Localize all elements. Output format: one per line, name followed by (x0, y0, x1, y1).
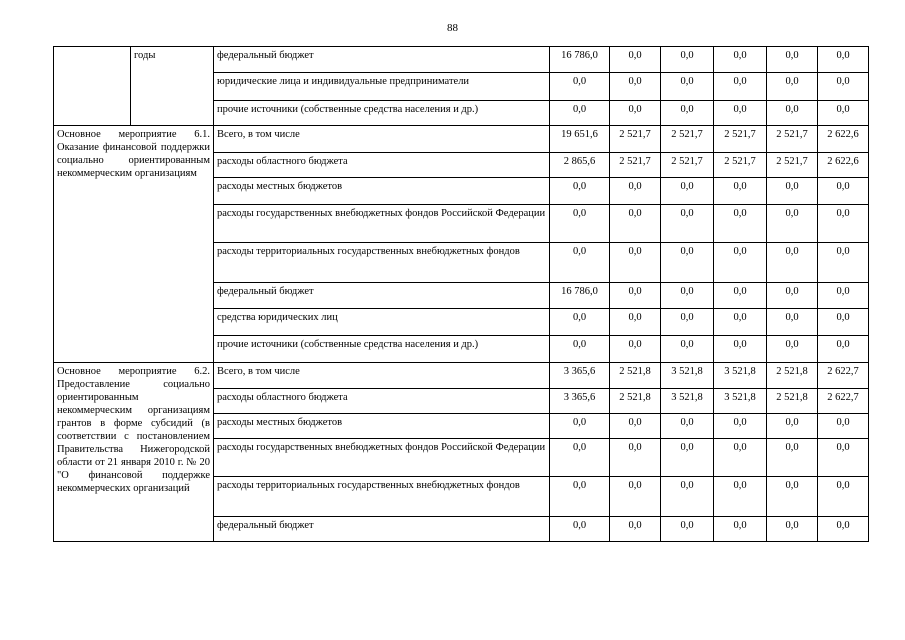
value-cell: 0,0 (610, 101, 661, 126)
table-row (54, 47, 869, 73)
page-number: 88 (447, 22, 458, 34)
value-cell: 0,0 (550, 205, 610, 243)
value-cell: 0,0 (550, 336, 610, 363)
value-cell: 2 521,7 (714, 126, 767, 153)
value-cell: 2 622,6 (818, 126, 869, 153)
value-cell: 2 521,7 (714, 153, 767, 178)
value-cell: 0,0 (610, 178, 661, 205)
value-cell: 2 521,7 (767, 126, 818, 153)
value-cell: 0,0 (714, 243, 767, 283)
value-cell: 0,0 (550, 477, 610, 517)
value-cell: 0,0 (818, 477, 869, 517)
value-cell: 0,0 (714, 73, 767, 101)
value-cell: 0,0 (661, 178, 714, 205)
value-cell: 0,0 (714, 101, 767, 126)
value-cell: 0,0 (610, 283, 661, 309)
value-cell: 0,0 (767, 178, 818, 205)
value-cell: 0,0 (767, 205, 818, 243)
value-cell: 0,0 (610, 73, 661, 101)
value-cell: 0,0 (714, 517, 767, 542)
value-cell: 0,0 (818, 439, 869, 477)
value-cell: 0,0 (714, 477, 767, 517)
value-cell: 0,0 (661, 73, 714, 101)
value-cell: 0,0 (714, 205, 767, 243)
value-cell: 0,0 (767, 517, 818, 542)
value-cell: 0,0 (767, 243, 818, 283)
funding-source: Всего, в том числе (214, 126, 550, 153)
value-cell: 0,0 (661, 101, 714, 126)
value-cell: 0,0 (818, 73, 869, 101)
value-cell: 2 521,7 (661, 153, 714, 178)
value-cell: 0,0 (610, 439, 661, 477)
value-cell: 0,0 (610, 243, 661, 283)
value-cell: 0,0 (661, 309, 714, 336)
budget-table-body (54, 47, 869, 542)
value-cell: 0,0 (661, 283, 714, 309)
value-cell: 0,0 (610, 309, 661, 336)
value-cell: 3 521,8 (661, 363, 714, 389)
value-cell: 16 786,0 (550, 47, 610, 73)
period-cell: годы (131, 47, 214, 126)
value-cell: 0,0 (550, 101, 610, 126)
value-cell: 0,0 (767, 309, 818, 336)
value-cell: 2 865,6 (550, 153, 610, 178)
value-cell: 0,0 (818, 309, 869, 336)
funding-source: расходы территориальных государственных внебюджетных фондов (214, 477, 550, 517)
value-cell: 0,0 (661, 414, 714, 439)
value-cell: 0,0 (714, 283, 767, 309)
funding-source: средства юридических лиц (214, 309, 550, 336)
value-cell: 2 521,8 (767, 389, 818, 414)
value-cell: 0,0 (610, 336, 661, 363)
value-cell: 0,0 (610, 205, 661, 243)
value-cell: 0,0 (818, 178, 869, 205)
value-cell: 2 622,6 (818, 153, 869, 178)
value-cell: 16 786,0 (550, 283, 610, 309)
value-cell: 0,0 (818, 205, 869, 243)
budget-table (53, 46, 869, 542)
activity-title: Основное мероприятие 6.1. Оказание финансовой поддержки социально ориентированным некоммерческим организациям (54, 126, 214, 363)
value-cell: 0,0 (767, 47, 818, 73)
value-cell: 2 521,7 (661, 126, 714, 153)
value-cell: 3 521,8 (714, 363, 767, 389)
table-row (54, 363, 869, 389)
value-cell: 0,0 (550, 73, 610, 101)
value-cell: 0,0 (714, 178, 767, 205)
value-cell: 3 521,8 (661, 389, 714, 414)
value-cell: 2 521,7 (610, 126, 661, 153)
value-cell: 19 651,6 (550, 126, 610, 153)
value-cell: 0,0 (661, 477, 714, 517)
funding-source: Всего, в том числе (214, 363, 550, 389)
value-cell: 0,0 (714, 47, 767, 73)
value-cell: 2 521,7 (610, 153, 661, 178)
value-cell: 0,0 (661, 336, 714, 363)
funding-source: расходы территориальных государственных внебюджетных фондов (214, 243, 550, 283)
value-cell: 0,0 (818, 101, 869, 126)
funding-source: расходы государственных внебюджетных фондов Российской Федерации (214, 439, 550, 477)
value-cell: 0,0 (714, 439, 767, 477)
funding-source: федеральный бюджет (214, 517, 550, 542)
value-cell: 2 521,7 (767, 153, 818, 178)
value-cell: 0,0 (661, 243, 714, 283)
funding-source: прочие источники (собственные средства населения и др.) (214, 336, 550, 363)
value-cell: 0,0 (818, 517, 869, 542)
value-cell: 0,0 (714, 336, 767, 363)
value-cell: 0,0 (767, 73, 818, 101)
value-cell: 0,0 (610, 477, 661, 517)
value-cell: 0,0 (767, 336, 818, 363)
funding-source: федеральный бюджет (214, 283, 550, 309)
funding-source: расходы государственных внебюджетных фондов Российской Федерации (214, 205, 550, 243)
value-cell: 0,0 (714, 309, 767, 336)
value-cell: 0,0 (714, 414, 767, 439)
value-cell: 0,0 (550, 309, 610, 336)
value-cell: 0,0 (767, 414, 818, 439)
empty-cell (54, 47, 131, 126)
value-cell: 2 622,7 (818, 363, 869, 389)
value-cell: 0,0 (818, 47, 869, 73)
value-cell: 0,0 (610, 414, 661, 439)
value-cell: 0,0 (767, 477, 818, 517)
value-cell: 2 521,8 (767, 363, 818, 389)
funding-source: расходы местных бюджетов (214, 178, 550, 205)
value-cell: 0,0 (767, 283, 818, 309)
value-cell: 3 365,6 (550, 363, 610, 389)
value-cell: 2 521,8 (610, 389, 661, 414)
value-cell: 0,0 (767, 101, 818, 126)
value-cell: 0,0 (550, 243, 610, 283)
activity-title: Основное мероприятие 6.2. Предоставление социально ориентированным некоммерческим организациям грантов в форме субсидий (в соответствии с постановлением Правительства Нижегородской области от 21 января 2010 г. № 20 "О финансовой поддержке некоммерческих организаций (54, 363, 214, 542)
value-cell: 0,0 (661, 517, 714, 542)
value-cell: 3 365,6 (550, 389, 610, 414)
funding-source: юридические лица и индивидуальные предприниматели (214, 73, 550, 101)
value-cell: 0,0 (610, 517, 661, 542)
value-cell: 2 622,7 (818, 389, 869, 414)
value-cell: 0,0 (818, 336, 869, 363)
value-cell: 0,0 (661, 47, 714, 73)
value-cell: 2 521,8 (610, 363, 661, 389)
value-cell: 0,0 (818, 414, 869, 439)
value-cell: 0,0 (550, 517, 610, 542)
value-cell: 0,0 (550, 439, 610, 477)
value-cell: 0,0 (550, 178, 610, 205)
funding-source: расходы областного бюджета (214, 153, 550, 178)
value-cell: 0,0 (610, 47, 661, 73)
table-row (54, 126, 869, 153)
value-cell: 0,0 (767, 439, 818, 477)
value-cell: 0,0 (661, 205, 714, 243)
funding-source: расходы областного бюджета (214, 389, 550, 414)
value-cell: 0,0 (550, 414, 610, 439)
value-cell: 0,0 (661, 439, 714, 477)
value-cell: 3 521,8 (714, 389, 767, 414)
value-cell: 0,0 (818, 283, 869, 309)
funding-source: федеральный бюджет (214, 47, 550, 73)
funding-source: расходы местных бюджетов (214, 414, 550, 439)
funding-source: прочие источники (собственные средства населения и др.) (214, 101, 550, 126)
value-cell: 0,0 (818, 243, 869, 283)
